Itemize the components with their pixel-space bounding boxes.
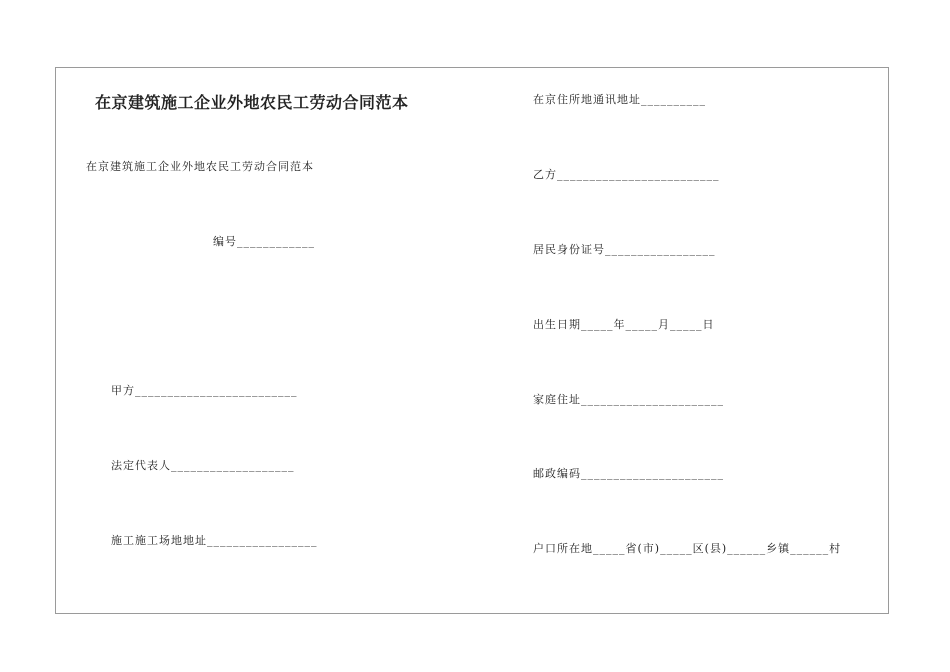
contract-number-field: 编号____________ bbox=[213, 235, 315, 248]
beijing-address-field: 在京住所地通讯地址__________ bbox=[533, 93, 706, 106]
birth-date-field: 出生日期_____年_____月_____日 bbox=[533, 318, 715, 331]
party-a-field: 甲方_________________________ bbox=[111, 384, 298, 397]
household-registration-field: 户口所在地_____省(市)_____区(县)______乡镇______村 bbox=[533, 542, 842, 555]
document-frame bbox=[55, 67, 889, 614]
document-subtitle: 在京建筑施工企业外地农民工劳动合同范本 bbox=[86, 160, 314, 173]
site-address-field: 施工施工场地地址_________________ bbox=[111, 534, 318, 547]
document-title: 在京建筑施工企业外地农民工劳动合同范本 bbox=[95, 93, 409, 112]
id-number-field: 居民身份证号_________________ bbox=[533, 243, 716, 256]
postal-code-field: 邮政编码______________________ bbox=[533, 467, 724, 480]
home-address-field: 家庭住址______________________ bbox=[533, 393, 724, 406]
legal-representative-field: 法定代表人___________________ bbox=[111, 459, 295, 472]
party-b-field: 乙方_________________________ bbox=[533, 168, 720, 181]
